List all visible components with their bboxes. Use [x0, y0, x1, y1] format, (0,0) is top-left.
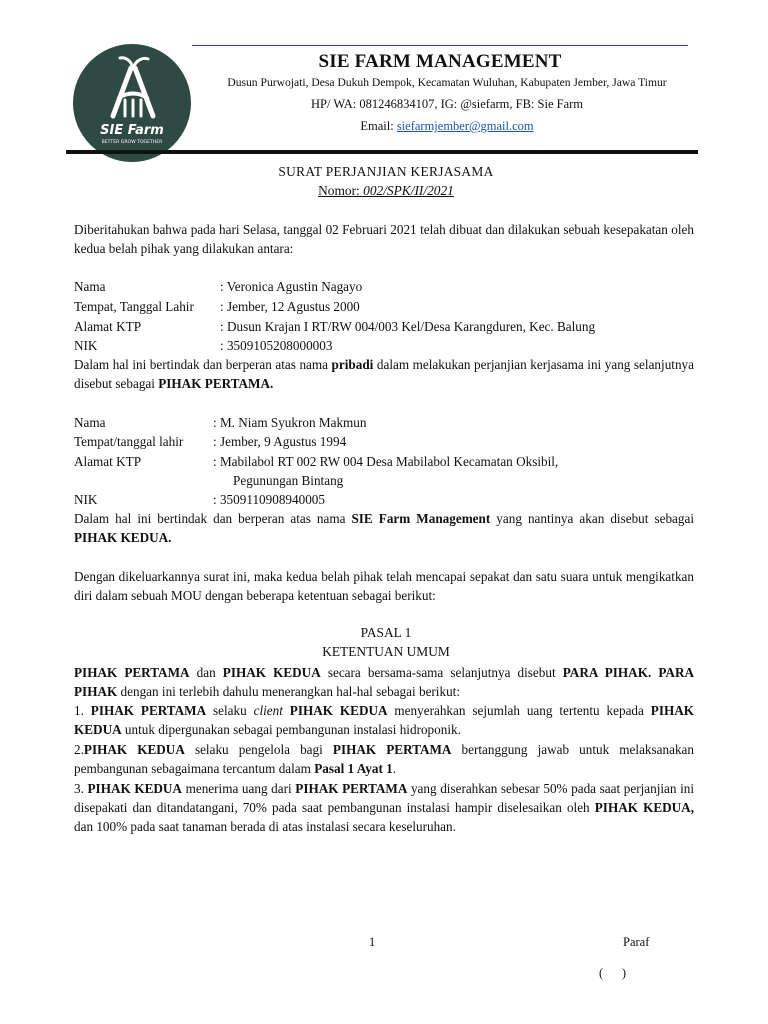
party1-desc-text: Dalam hal ini bertindak dan berperan atas nama: [74, 357, 332, 372]
email-link[interactable]: siefarmjember@gmail.com: [396, 119, 534, 133]
party1-nik-row: [74, 336, 332, 355]
item1-bold-1: PIHAK PERTAMA: [90, 703, 207, 718]
item1-text-3: untuk dipergunakan sebagai pembangunan instalasi hidroponik.: [121, 722, 461, 737]
party1-birth-label: Tempat, Tanggal Lahir: [74, 299, 194, 314]
party2-nik: : 3509110908940005: [213, 492, 325, 507]
party1-address-label: Alamat KTP: [74, 319, 142, 334]
item1-bold-3: PIHAK KEDUA: [74, 703, 694, 737]
item2-text-3: .: [392, 761, 397, 776]
party1-address: : Dusun Krajan I RT/RW 004/003 Kel/Desa Karangduren, Kec. Balung: [220, 319, 596, 334]
party1-birth-row: [74, 297, 360, 316]
org-address: Dusun Purwojati, Desa Dukuh Dempok, Kecamatan Wuluhan, Kabupaten Jember, Jawa Timur: [227, 76, 667, 89]
org-email-line: [190, 119, 704, 134]
item3-bold-1: PIHAK KEDUA: [87, 781, 182, 796]
party2-name-label: Nama: [74, 415, 106, 430]
party1-desc-text-2: dalam melakukan perjanjian kerjasama ini yang selanjutnya disebut sebagai: [74, 357, 694, 391]
pasal1-intro-text-2: secara bersama-sama selanjutnya disebut: [320, 665, 563, 680]
letterhead-divider: [66, 150, 698, 154]
party2-address: : Mabilabol RT 002 RW 004 Desa Mabilabol Kecamatan Oksibil,: [213, 454, 559, 469]
item1-space: [283, 703, 290, 718]
party1-desc-bold: pribadi: [331, 357, 374, 372]
paraf-label: Paraf: [623, 935, 650, 949]
party2-nik-row: [74, 490, 325, 509]
page-number: 1: [369, 935, 376, 949]
party1-address-row: [74, 317, 595, 336]
party1-nik-label: NIK: [74, 338, 98, 353]
pasal1-item-2: [74, 740, 694, 778]
item2-bold-3: Pasal 1 Ayat 1: [314, 761, 393, 776]
party2-name: : M. Niam Syukron Makmun: [213, 415, 367, 430]
agreement-intro: Dengan dikeluarkannya surat ini, maka kedua belah pihak telah mencapai sepakat dan satu suara untuk mengikatkan diri dalam sebuah MOU dengan beberapa ketentuan sebagai berikut:: [74, 569, 694, 603]
party1-description: [74, 355, 694, 393]
item1-bold-2: PIHAK KEDUA: [289, 703, 388, 718]
party2-address-row: [74, 452, 558, 471]
org-name: SIE FARM MANAGEMENT: [318, 51, 562, 72]
item1-number: 1.: [74, 703, 91, 718]
email-label: Email:: [360, 119, 397, 133]
logo-tagline: BETTER GROW TOGETHER: [101, 140, 163, 145]
party1-nik: : 3509105208000003: [220, 338, 333, 353]
pasal1-intro-bold-3: PARA PIHAK. PARA PIHAK: [74, 665, 694, 699]
document-number: 002/SPK/II/2021: [363, 183, 454, 198]
number-label: Nomor:: [318, 183, 364, 198]
intro-paragraph: Diberitahukan bahwa pada hari Selasa, tanggal 02 Februari 2021 telah dibuat dan dilakukan sebuah kesepakatan oleh kedua belah pihak yang dilakukan antara:: [74, 222, 694, 256]
party2-address-label: Alamat KTP: [74, 454, 142, 469]
item1-italic: client: [253, 703, 283, 718]
party2-description: [74, 509, 694, 547]
party2-nik-label: NIK: [74, 492, 98, 507]
org-contact: HP/ WA: 081246834107, IG: @siefarm, FB: Sie Farm: [310, 97, 584, 111]
logo-text: SIE Farm: [100, 123, 164, 138]
item3-text-3: dan 100% pada saat tanaman berada di atas instalasi secara keseluruhan.: [74, 819, 456, 834]
pasal1-item-3: [74, 779, 694, 836]
item3-number: 3.: [74, 781, 88, 796]
party2-role: PIHAK KEDUA.: [74, 530, 172, 545]
pasal1-heading: PASAL 1: [360, 625, 412, 640]
top-rule: [192, 45, 688, 46]
paraf-box: ( ): [599, 966, 627, 980]
item2-number: 2.: [74, 742, 84, 757]
party1-name-row: [74, 277, 362, 296]
logo-icon: [73, 44, 191, 162]
party2-birth: : Jember, 9 Agustus 1994: [213, 434, 347, 449]
party2-desc-bold: SIE Farm Management: [351, 511, 491, 526]
party2-desc-text: Dalam hal ini bertindak dan berperan atas nama: [74, 511, 352, 526]
party1-birth: : Jember, 12 Agustus 2000: [220, 299, 360, 314]
item2-bold-2: PIHAK PERTAMA: [332, 742, 452, 757]
item3-bold-3: PIHAK KEDUA,: [594, 800, 694, 815]
item3-text-1: menerima uang dari: [181, 781, 296, 796]
document-number-line: [66, 183, 706, 199]
sie-farm-logo: [73, 44, 191, 162]
pasal1-subheading: KETENTUAN UMUM: [322, 644, 450, 659]
party2-name-row: [74, 413, 367, 432]
pasal1-intro-text-1: dan: [189, 665, 223, 680]
item2-bold-1: PIHAK KEDUA: [83, 742, 185, 757]
item3-text-2: yang diserahkan sebesar 50% pada saat perjanjian ini disepakati dan ditandatangani, 70% pada saat pembangunan instalasi hampir diselesaikan oleh: [74, 781, 694, 815]
item1-text-2: menyerahkan sejumlah uang tertentu kepada: [387, 703, 651, 718]
party1-role: PIHAK PERTAMA.: [158, 376, 274, 391]
pasal1-intro-bold-2: PIHAK KEDUA: [222, 665, 321, 680]
party2-birth-label: Tempat/tanggal lahir: [74, 434, 184, 449]
pasal1-intro-text-3: dengan ini terlebih dahulu menerangkan hal-hal sebagai berikut:: [117, 684, 460, 699]
item2-text-2: bertanggung jawab untuk melaksanakan pembangunan sebagaimana tercantum dalam: [74, 742, 694, 776]
pasal1-item-1: [74, 701, 694, 739]
party2-desc-text-2: yang nantinya akan disebut sebagai: [490, 511, 694, 526]
pasal1-intro-bold-1: PIHAK PERTAMA: [74, 665, 190, 680]
item3-bold-2: PIHAK PERTAMA: [295, 781, 408, 796]
party2-birth-row: [74, 432, 346, 451]
party2-address-cont: Pegunungan Bintang: [233, 473, 344, 488]
party1-name: : Veronica Agustin Nagayo: [220, 279, 363, 294]
pasal1-intro: [74, 663, 694, 701]
item2-text-1: selaku pengelola bagi: [184, 742, 333, 757]
document-title: SURAT PERJANJIAN KERJASAMA: [278, 164, 494, 179]
party1-name-label: Nama: [74, 279, 106, 294]
item1-text-1: selaku: [206, 703, 254, 718]
